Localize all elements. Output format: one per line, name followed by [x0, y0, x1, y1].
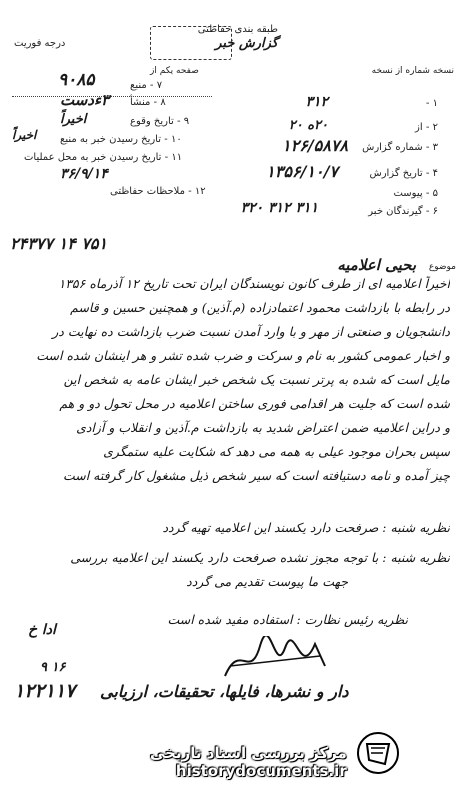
note-line: نظریه شنبه : با توجه مجوز نشده صرفحت دارد یکسند این اعلامیه بررسی: [70, 550, 450, 565]
priority-label: درجه فوریت: [14, 38, 66, 49]
field-label: ۴ - تاریخ گزارش: [369, 168, 438, 179]
body-line: سپس بحران موجود عیلی به همه می دهد که شکایت علیه ستمگری: [103, 444, 450, 459]
body-line: دانشجویان و صنعتی از مهر و با وارد آمدن نسبت ضرب بازداشت ده نهایت در: [52, 324, 450, 339]
watermark-logo-icon: [355, 730, 401, 776]
field-value: ۹۰۸۵: [58, 70, 95, 90]
field-label: ۵ - پیوست: [393, 188, 438, 199]
body-line: چیز آمده و نامه دستیافته است که سیر شخص ذیل مشغول کار گرفته است: [62, 468, 450, 483]
divider: [12, 96, 212, 97]
note-line: نظریه شنبه : صرفحت دارد یکسند این اعلامیه تهیه گردد: [162, 520, 450, 535]
note-line: نظریه رئیس نظارت : استفاده مفید شده است: [167, 612, 408, 627]
field-value: ۳۱۱ ۳۱۲ ۳۲۰: [240, 200, 318, 216]
field-value: ۱۳۵۶/۱۰/۷: [266, 162, 338, 181]
initials-signature: ادا خ: [28, 622, 56, 638]
body-line: مایل است که شده به پرتر نسبت یک شخص خبر ایشان عامه به شخص این: [63, 372, 450, 387]
field-label: ۱۲ - ملاحظات حفاظتی: [110, 186, 206, 197]
field-value: ۱۲۶/۵۸۷۸: [282, 136, 348, 155]
field-label: ۱۱ - تاریخ رسیدن خبر به محل عملیات: [24, 152, 183, 163]
page-label: صفحه یکم از: [150, 66, 199, 76]
body-line: شده است که جلیت هر اقدامی فوری ساختن اعلامیه در محل تحول دو و هم: [59, 396, 450, 411]
body-line: در رابطه با بازداشت محمود اعتمادزاده (م.آذین) و همچنین حسین و قاسم: [70, 300, 450, 315]
reference-number: ۷۵۱ ۱۴ ۲۴۳۷۷: [10, 234, 108, 253]
subject-label: موضوع: [428, 262, 456, 272]
subject-value: بحیی اعلامیه: [337, 256, 416, 274]
field-label: ۱۰ - تاریخ رسیدن خبر به منبع: [60, 134, 182, 145]
field-value: اخیراً: [12, 128, 37, 142]
header-stamp-box: [150, 26, 232, 60]
archive-number: ۱۲۲۱۱۷: [14, 680, 76, 702]
field-value: ۳۱۲: [305, 94, 328, 110]
body-line: و دراین اعلامیه ضمن اعتراض شدید به بازداشت م.آذین و انقلاب و آزادی: [76, 420, 450, 435]
bottom-signature-text: دار و نشرها، فایلها، تحقیقات، ارزیابی: [100, 682, 349, 701]
field-label: ۷ - منبع: [130, 80, 163, 91]
report-title: گزارش خبر: [215, 36, 278, 51]
watermark-site-fa: مرکز بررسی اسناد تاریخی: [150, 744, 347, 762]
watermark-site-en: historydocuments.ir: [175, 762, 347, 780]
field-value: ۲۰ه ۲۰: [288, 118, 328, 133]
body-line: اخیراً اعلامیه ای از طرف کانون نویسندگان ایران تحت تاریخ ۱۲ آذرماه ۱۳۵۶: [58, 276, 450, 291]
copies-label: نسخه شماره از نسخه: [371, 66, 454, 76]
watermark: [150, 744, 347, 780]
field-label: ۱ -: [425, 98, 438, 109]
field-label: ۹ - تاریخ وقوع: [130, 116, 190, 127]
field-label: ۶ - گیرندگان خبر: [368, 206, 438, 217]
classification-label: طبقه بندی حفاظتی: [197, 24, 278, 35]
field-label: ۲ - از: [415, 122, 438, 133]
archive-number-small: ۱۶ ۹: [40, 660, 66, 675]
field-value: ۳ءدست: [60, 91, 110, 109]
signature-scribble: [220, 636, 330, 686]
note-line: جهت ما پیوست تقدیم می گردد: [186, 574, 348, 589]
field-value: ۳۶/۹/۱۴: [60, 166, 108, 182]
field-label: ۳ - شماره گزارش: [362, 142, 438, 153]
body-line: و اخبار عمومی کشور به نام و سرکت و ضرب شده تشر و هر اینشان شده است: [36, 348, 450, 363]
field-label: ۸ - منشأ: [130, 97, 166, 108]
field-value: اخیراً: [60, 112, 87, 127]
